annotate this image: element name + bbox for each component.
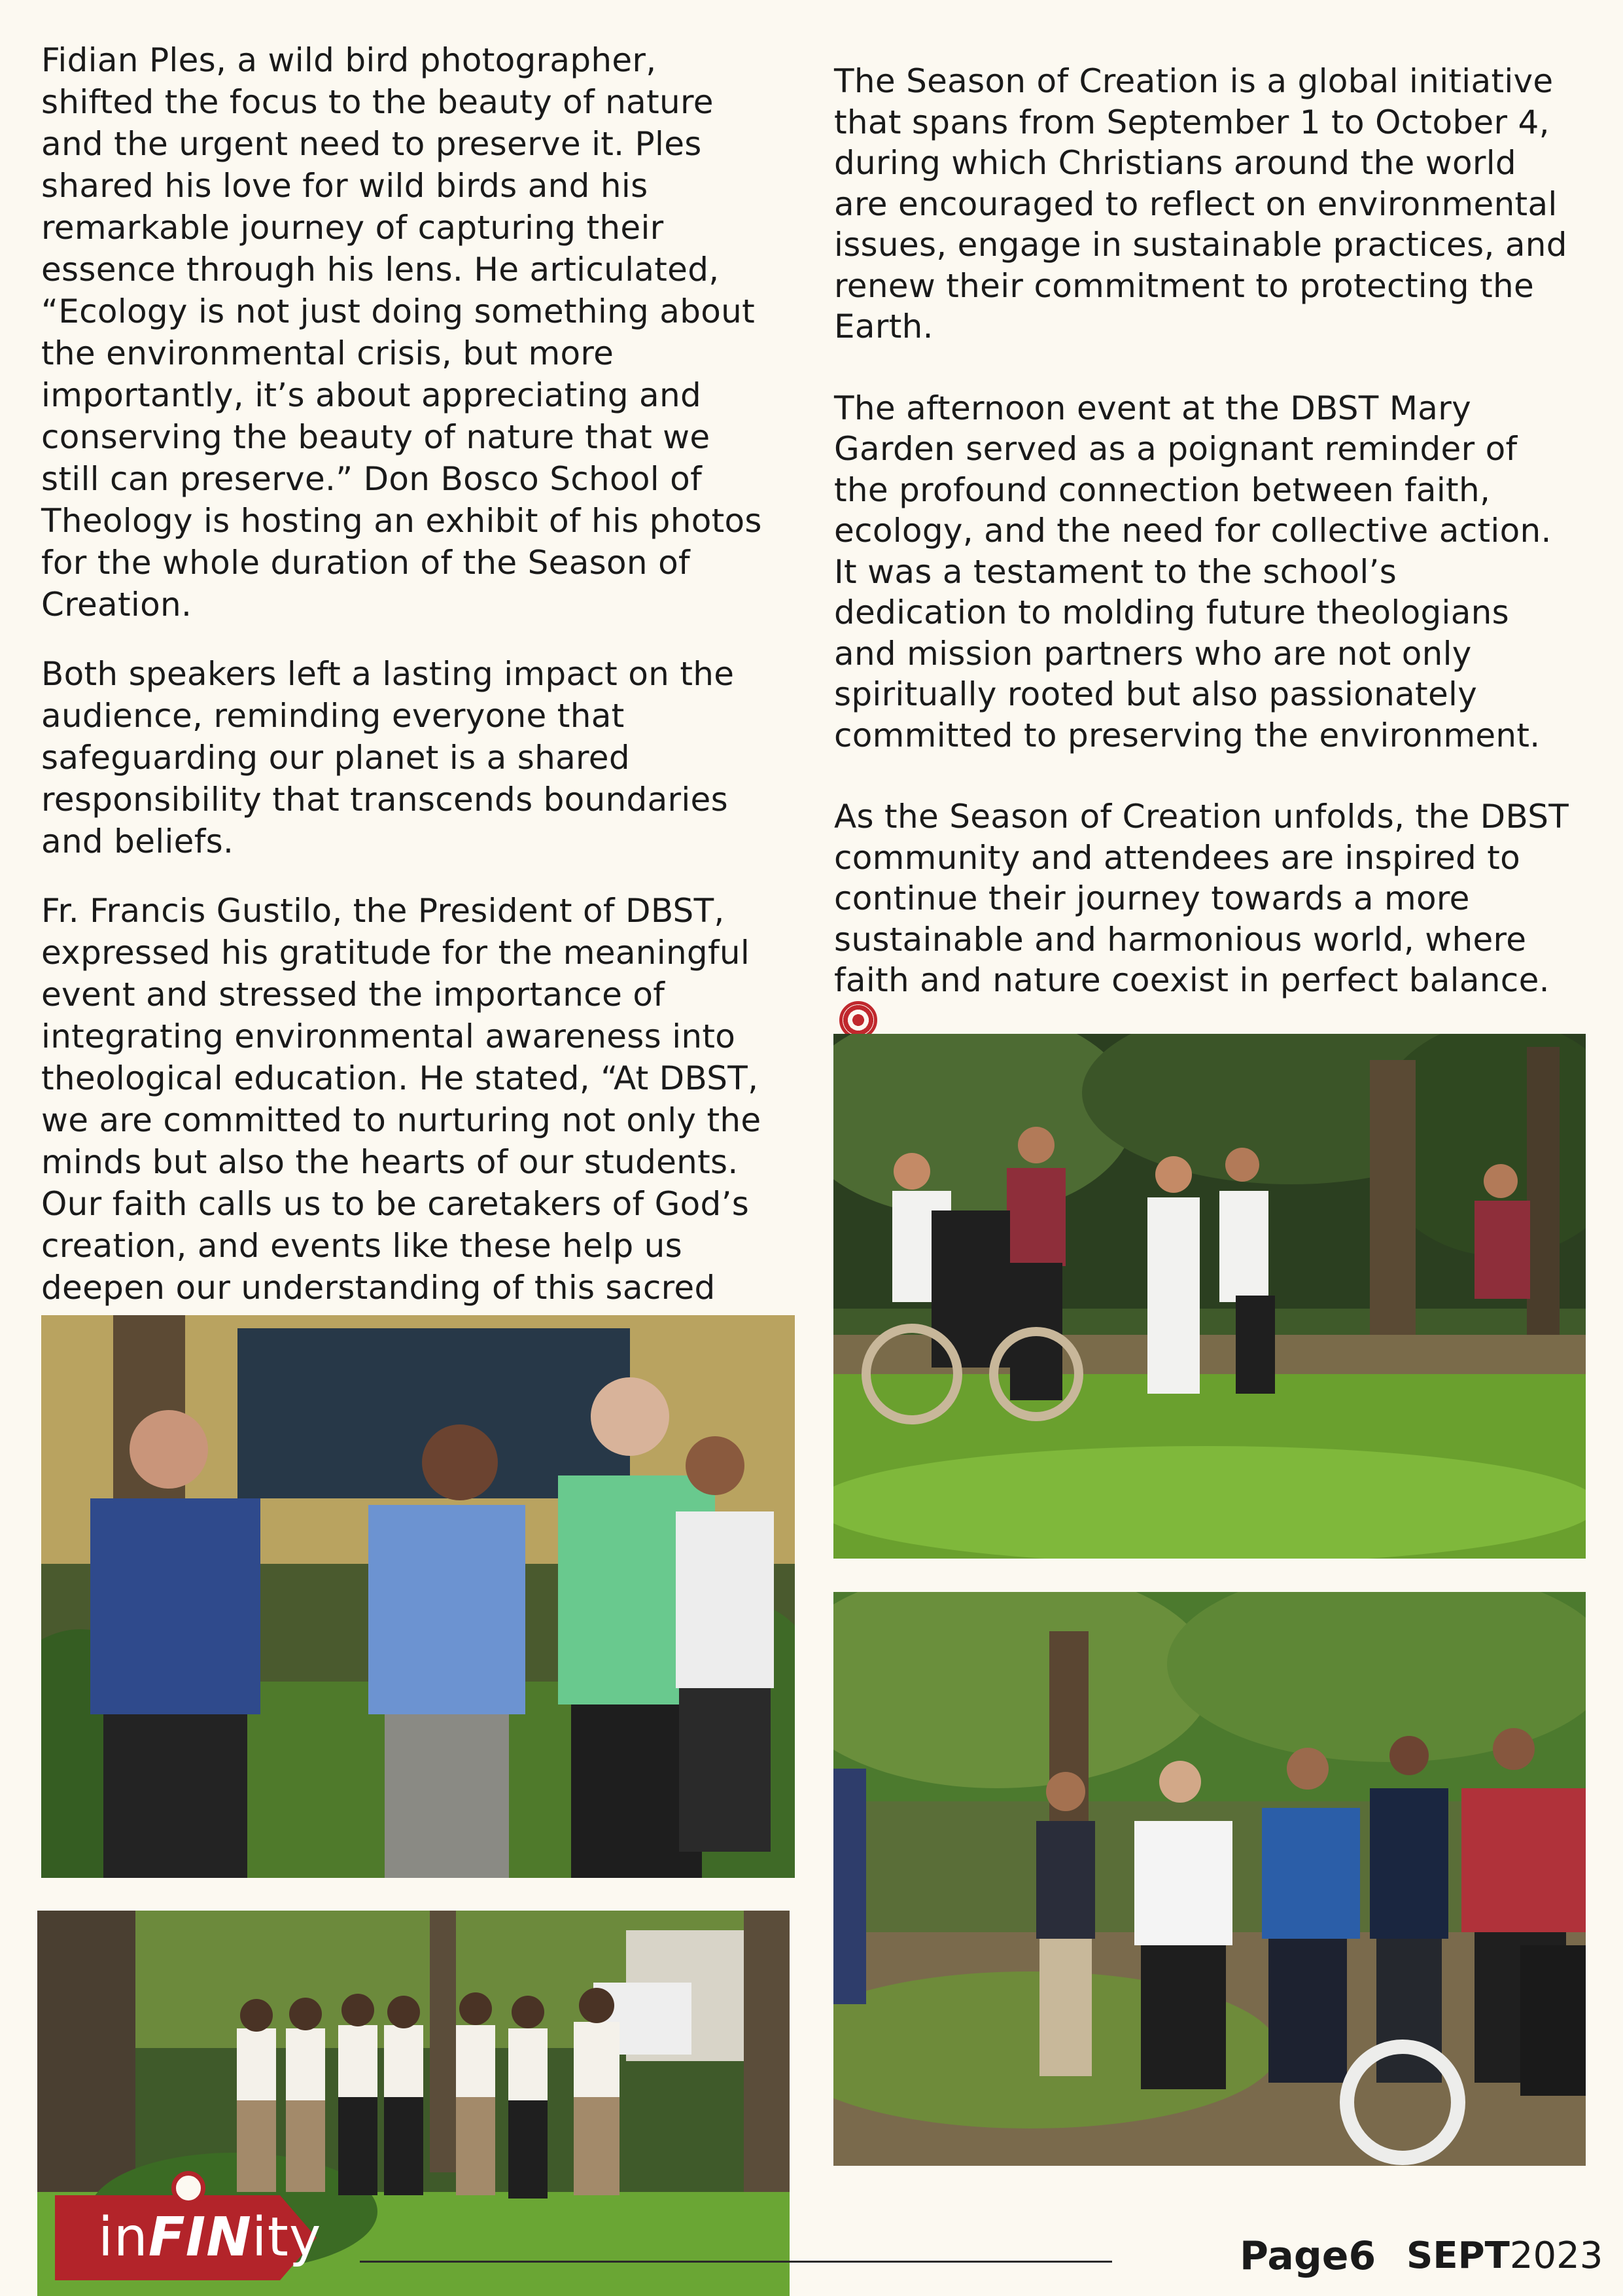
right-text-column [834,61,1573,1043]
closing-text: As the Season of Creation unfolds, the DBST community and attendees are inspired to continue their journey towards a more sustainable and harmonious world, where faith and nature coexist in perfect balance. [834,798,1569,999]
paragraph-president-quote: Fr. Francis Gustilo, the President of DBST, expressed his gratitude for the meaningful event and stressed the importance of integrating environmental awareness into theological education. He stated, “At DBST, we are committed to nurturing not only the minds but also the hearts of our students. Our faith calls us to be caretakers of God’s creation, and events like these help us deepen our understanding of this sacred [41,892,761,1307]
issue-date: SEPT2023 [1406,2234,1603,2277]
paragraph-speakers-impact: Both speakers left a lasting impact on the audience, reminding everyone that safeguarding our planet is a shared responsibility that transcends boundaries and beliefs. [41,655,735,860]
photo-four-men-standing [41,1315,795,1878]
paragraph-closing [834,796,1573,1043]
infinity-logo: inFINity [98,2206,322,2269]
page-number: Page6 [1240,2233,1376,2279]
footer-divider [360,2261,1112,2263]
paragraph-afternoon-event: The afternoon event at the DBST Mary Garden served as a poignant reminder of the profound connection between faith, ecology, and the need for collective action. It was a testament to the school’s dedication to molding future theologians and mission partners who are not only spiritually rooted but also passionately committed to preserving the environment. [834,389,1552,754]
photo-garden-gathering [833,1034,1586,1559]
photo-men-in-garden [833,1592,1586,2166]
paragraph-photographer: Fidian Ples, a wild bird photographer, shifted the focus to the beauty of nature and the urgent need to preserve it. Ples shared his love for wild birds and his remarkable journey of capturing their essence through his lens. He articulated, “Ecology is not just doing something about the environmental crisis, but more importantly, it’s about appreciating and conserving the beauty of nature that we still can preserve.” Don Bosco School of Theology is hosting an exhibit of his photos for the whole duration of the Season of Creation. [41,41,762,624]
end-of-article-icon [839,1001,877,1039]
paragraph-season-of-creation: The Season of Creation is a global initiative that spans from September 1 to October 4, during which Christians around the world are encouraged to reflect on environmental issues, engage in sustainable practices, and renew their commitment to protecting the Earth. [834,62,1567,345]
left-text-column [41,39,774,1351]
